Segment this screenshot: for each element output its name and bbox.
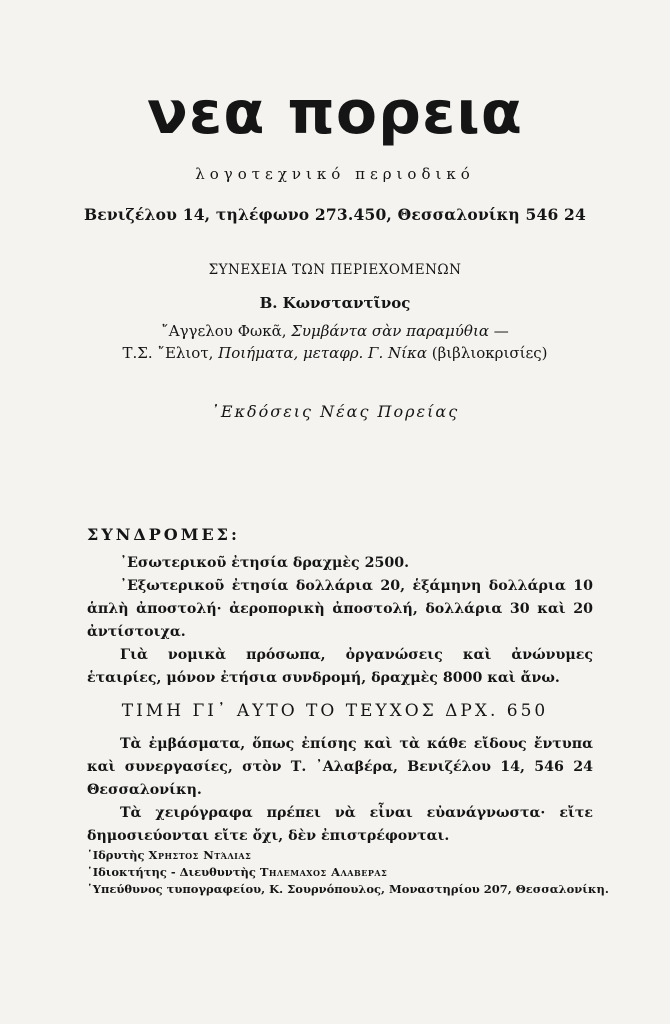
- subscriptions-foreign: ᾽Εξωτερικοῦ ἐτησία δολλάρια 20, ἑξάμηνη δολλάρια 10 ἁπλὴ ἀποστολή· ἀεροπορικὴ ἀποστολή, δολλάρια 30 καὶ 20 ἀντίστοιχα.: [87, 578, 593, 640]
- note-manuscripts: Τὰ χειρόγραφα πρέπει νὰ εἶναι εὐανάγνωστα· εἴτε δημοσιεύονται εἴτε ὄχι, δὲν ἐπιστρέφονται.: [87, 805, 593, 844]
- founder-label: ῾Ιδρυτὴς: [87, 848, 149, 862]
- subscriptions-body: [87, 552, 593, 690]
- notes-body: [87, 733, 593, 848]
- issue-price: ΤΙΜΗ ΓΙ᾽ ΑΥΤΟ ΤΟ ΤΕΥΧΟΣ ΔΡΧ. 650: [121, 701, 549, 721]
- founder-name: Χρηστος Ντάλιας: [148, 848, 252, 862]
- credit-owner: [87, 864, 607, 881]
- subscriptions-heading: ΣΥΝΔΡΟΜΕΣ:: [87, 525, 240, 544]
- editions-line: ᾽Εκδόσεις Νέας Πορείας: [210, 402, 460, 421]
- credit-printer: ῾Υπεύθυνος τυπογραφείου, Κ. Σουρνόπουλος, Μοναστηρίου 207, Θεσσαλονίκη.: [87, 882, 609, 896]
- contents-entry-1-suffix: —: [488, 322, 509, 340]
- contents-entry-1-title: Συμβάντα σὰν παραμύθια: [291, 322, 489, 340]
- contents-entry-2-title: Ποιήματα, μεταφρ. Γ. Νίκα: [218, 344, 427, 362]
- contents-entry-2-author: Τ.Σ. ῎Ελιοτ,: [122, 344, 219, 362]
- magazine-title: νεα πορεια: [146, 78, 523, 148]
- contents-author: Β. Κωνσταντῖνος: [259, 294, 411, 312]
- contents-heading: ΣΥΝΕΧΕΙΑ ΤΩΝ ΠΕΡΙΕΧΟΜΕΝΩΝ: [208, 262, 462, 278]
- owner-label: ῾Ιδιοκτήτης - Διευθυντὴς: [87, 865, 260, 879]
- credits-block: [87, 847, 607, 898]
- contents-entry-1: [0, 322, 670, 340]
- credit-founder: [87, 847, 607, 864]
- subscriptions-domestic: ᾽Εσωτερικοῦ ἐτησία δραχμὲς 2500.: [120, 555, 410, 571]
- contents-entry-2: [0, 344, 670, 362]
- magazine-subtitle: λογοτεχνικό περιοδικό: [195, 165, 475, 183]
- magazine-address: Βενιζέλου 14, τηλέφωνο 273.450, Θεσσαλονίκη 546 24: [83, 205, 587, 224]
- contents-entry-1-author: ῎Αγγελου Φωκᾶ,: [161, 322, 292, 340]
- contents-entry-2-suffix: (βιβλιοκρισίες): [426, 344, 548, 362]
- subscriptions-organisations: Γιὰ νομικὰ πρόσωπα, ὀργανώσεις καὶ ἀνώνυμες ἑταιρίες, μόνον ἐτήσια συνδρομή, δραχμὲς 8000 καὶ ἄνω.: [87, 647, 593, 686]
- owner-name: Τηλεμαχος Αλαβερας: [259, 865, 388, 879]
- note-remittances: Τὰ ἐμβάσματα, ὅπως ἐπίσης καὶ τὰ κάθε εἴδους ἔντυπα καὶ συνεργασίες, στὸν Τ. ᾽Αλαβέρα, Βενιζέλου 14, 546 24 Θεσσαλονίκη.: [87, 736, 593, 798]
